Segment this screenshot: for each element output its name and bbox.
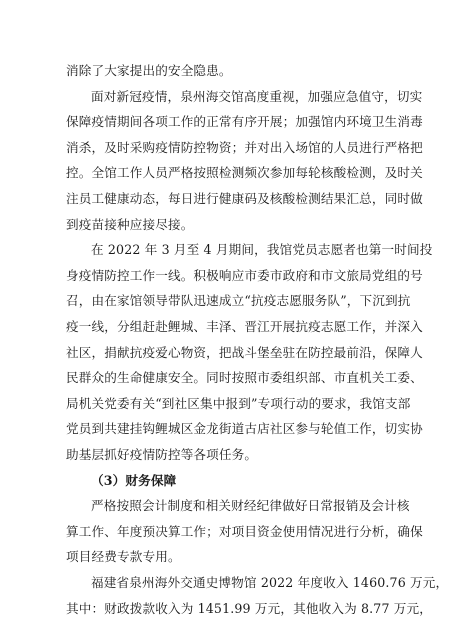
paragraph-line: 项目经费专款专用。 [66, 549, 181, 565]
paragraph-line: 党员到共建挂钩鲤城区金龙街道古店社区参与轮值工作，切实协 [66, 421, 423, 437]
paragraph-line: 面对新冠疫情，泉州海交馆高度重视，加强应急值守，切实 [91, 88, 423, 104]
paragraph-line: 助基层抓好疫情防控等各项任务。 [66, 447, 258, 462]
paragraph-line: 其中：财政拨款收入为 1451.99 万元，其他收入为 8.77 万元， [66, 600, 433, 616]
paragraph-line: 控。全馆工作人员严格按照检测频次参加每轮核酸检测，及时关 [66, 165, 423, 181]
paragraph-line: 到疫苗接种应接尽接。 [66, 216, 194, 232]
paragraph-line: 局机关党委有关“到社区集中报到”专项行动的要求，我馆支部 [66, 395, 411, 411]
paragraph-line: 民群众的生命健康安全。同时按照市委组织部、市直机关工委、 [66, 370, 423, 386]
paragraph-line: 严格按照会计制度和相关财经纪律做好日常报销及会计核 [91, 498, 410, 514]
paragraph-line: 召，由在家馆领导带队迅速成立“抗疫志愿服务队”，下沉到抗 [66, 293, 411, 309]
paragraph-line: 注员工健康动态，每日进行健康码及核酸检测结果汇总，同时做 [66, 191, 423, 206]
paragraph-line: 消除了大家提出的安全隐患。 [66, 63, 232, 78]
paragraph-line: 消杀，及时采购疫情防控物资；并对出入场馆的人员进行严格把 [66, 139, 423, 155]
paragraph-line: 在 2022 年 3 月至 4 月期间，我馆党员志愿者也第一时间投 [91, 242, 433, 258]
paragraph-line: 算工作、年度预决算工作；对项目资金使用情况进行分析，确保 [66, 523, 423, 539]
paragraph-line: 疫一线，分组赶赴鲤城、丰泽、晋江开展抗疫志愿工作，并深入 [66, 319, 423, 334]
paragraph-line: 社区，捐献抗疫爱心物资，把战斗堡垒驻在防控最前沿，保障人 [66, 344, 423, 360]
paragraph-line: 身疫情防控工作一线。积极响应市委市政府和市文旅局党组的号 [66, 267, 423, 283]
paragraph-line: 福建省泉州海外交通史博物馆 2022 年度收入 1460.76 万元， [91, 575, 449, 590]
section-heading: （3）财务保障 [91, 472, 177, 488]
paragraph-line: 保障疫情期间各项工作的正常有序开展；加强馆内环境卫生消毒 [66, 114, 423, 130]
